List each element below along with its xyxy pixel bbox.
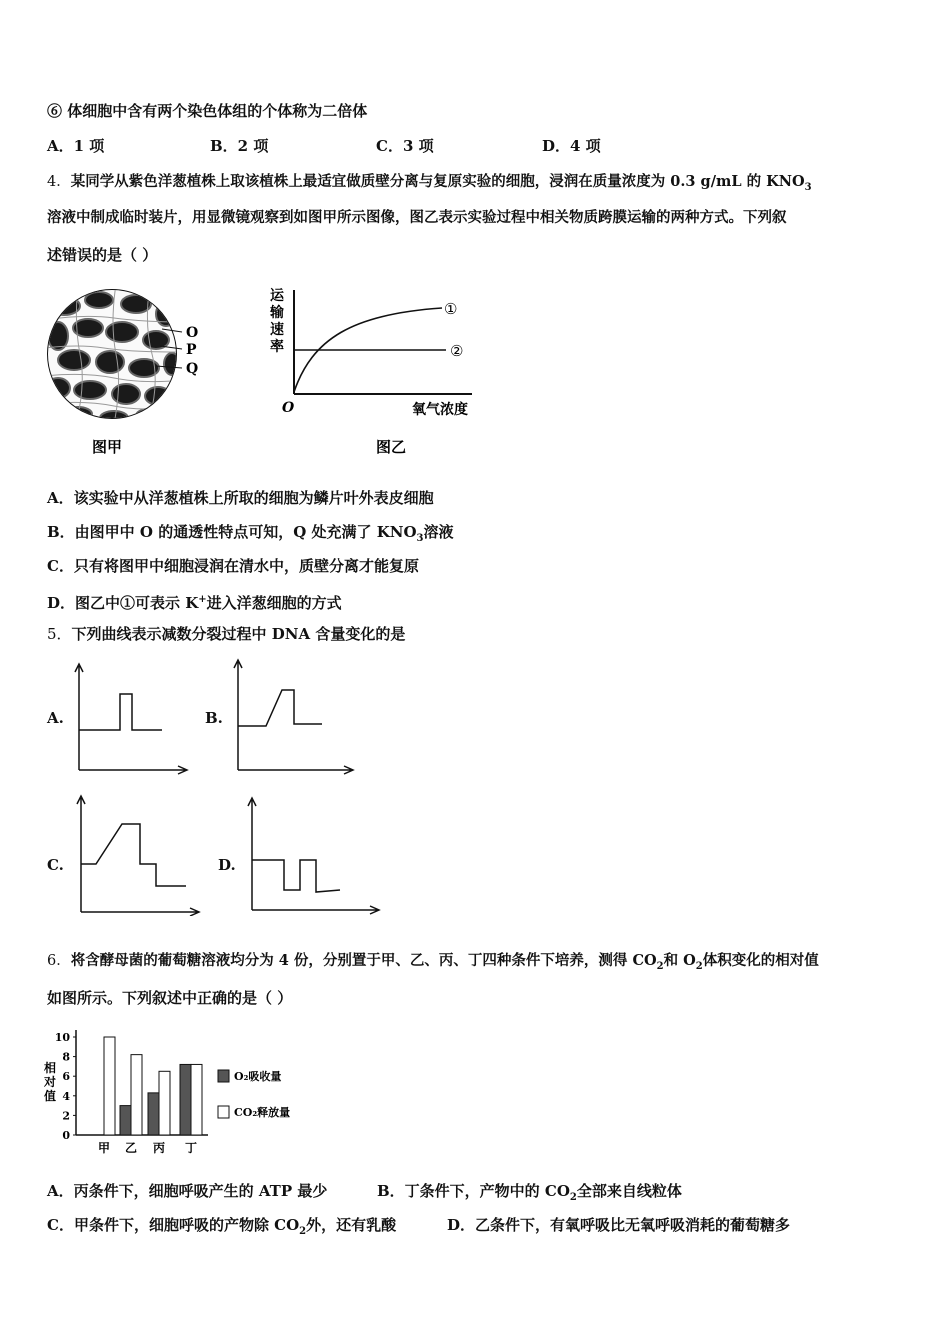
q6-option-b-sub: 2 [569, 1192, 577, 1203]
legend-o2-swatch [218, 1070, 229, 1082]
q5-text: 下列曲线表示减数分裂过程中 DNA 含量变化的是 [71, 625, 406, 643]
graph-c-curve [81, 824, 186, 886]
yi-xlabel: 氧气浓度 [412, 402, 468, 418]
caption-jia: 图甲 [92, 438, 123, 456]
q5-graph-a [74, 660, 194, 776]
x-tick-label: 乙 [124, 1141, 138, 1155]
q4-option-b [47, 522, 454, 549]
bar-co2释放量-1 [104, 1037, 115, 1135]
graph-b-curve [238, 690, 322, 726]
q6-bar-chart [40, 1022, 320, 1158]
graph-d-y-axis [248, 798, 256, 910]
y-tick-label: 2 [62, 1109, 70, 1123]
caption-yi: 图乙 [376, 438, 407, 456]
q6-line1-sub2: 2 [695, 960, 703, 972]
q6-option-a: A．丙条件下，细胞呼吸产生的 ATP 最少 [47, 1182, 328, 1200]
y-tick-label: 0 [62, 1129, 70, 1142]
q5-stem [47, 624, 405, 644]
q6-line1-tail: 体积变化的相对值 [702, 952, 819, 969]
q4-option-d-sup: + [198, 594, 207, 605]
q4-option-b-text: B．由图甲中 O 的通透性特点可知，Q 处充满了 KNO [47, 523, 417, 541]
q4-stem-line1 [47, 172, 812, 198]
q6-option-d: D．乙条件下，有氧呼吸比无氧呼吸消耗的葡萄糖多 [447, 1216, 791, 1234]
q5-label-d: D. [218, 856, 236, 874]
q4-line1-text: 某同学从紫色洋葱植株上取该植株上最适宜做质壁分离与复原实验的细胞，浸润在质量浓度为 0.3 g/mL 的 KNO [70, 173, 805, 190]
q5-label-c: C. [47, 856, 64, 874]
graph-a-y-axis [75, 664, 83, 770]
q6-option-b-tail: 全部来自线粒体 [576, 1182, 682, 1200]
chart-ylabel: 相 对 值 [44, 1061, 57, 1103]
figure-jia [44, 284, 214, 464]
q4-number: 4． [47, 174, 71, 190]
graph-a-curve [79, 694, 162, 730]
label-q: Q [186, 361, 199, 377]
bar-co2释放量-3 [159, 1071, 170, 1135]
q5-graph-d [246, 794, 386, 916]
q5-label-b: B. [205, 709, 223, 727]
y-tick-label: 6 [62, 1070, 70, 1084]
graph-c-x-axis [81, 908, 199, 916]
label-p: P [186, 342, 197, 358]
q4-option-a: A．该实验中从洋葱植株上所取的细胞为鳞片叶外表皮细胞 [47, 489, 434, 507]
q6-option-c-sub: 2 [299, 1226, 307, 1237]
q6-option-b [377, 1181, 682, 1208]
yi-ylabel: 运 输 速 率 [270, 288, 284, 355]
graph-c-y-axis [77, 796, 85, 912]
bar-o2吸收量-4 [180, 1064, 191, 1135]
bar-co2释放量-4 [191, 1064, 202, 1135]
yi-origin: O [282, 400, 295, 416]
legend-o2-label: O₂吸收量 [234, 1070, 282, 1083]
q4-option-c: C．只有将图甲中细胞浸润在清水中，质壁分离才能复原 [47, 557, 419, 575]
q3-option-a: A．1 项 [47, 137, 105, 155]
q5-graph-b [232, 656, 362, 776]
q6-number: 6． [47, 953, 71, 969]
q4-option-d [47, 590, 342, 613]
bar-co2释放量-2 [131, 1055, 142, 1135]
q5-graph-c [76, 792, 206, 916]
graph-a-x-axis [79, 766, 187, 774]
q4-stem-line2: 溶液中制成临时装片，用显微镜观察到如图甲所示图像，图乙表示实验过程中相关物质跨膜运输的两种方式。下列叙 [47, 209, 787, 226]
item-6-statement: ⑥ 体细胞中含有两个染色体组的个体称为二倍体 [47, 102, 368, 120]
graph-b-y-axis [234, 660, 242, 770]
q3-option-d: D．4 项 [542, 137, 601, 155]
curve-1-label: ① [444, 300, 458, 318]
y-tick-label: 10 [54, 1031, 70, 1044]
q6-option-b-text: B．丁条件下，产物中的 CO [377, 1182, 570, 1200]
q5-number: 5． [47, 625, 72, 643]
q3-option-b: B．2 项 [210, 137, 269, 155]
q3-option-c: C．3 项 [376, 137, 434, 155]
q5-label-a: A. [47, 709, 64, 727]
q6-line1-text: 将含酵母菌的葡萄糖溶液均分为 4 份，分别置于甲、乙、丙、丁四种条件下培养，测得 CO [70, 952, 657, 969]
graph-b-x-axis [238, 766, 353, 774]
graph-d-curve [252, 860, 340, 892]
q6-option-c [47, 1215, 396, 1242]
q6-stem-line1 [47, 951, 819, 977]
q4-option-b-tail: 溶液 [423, 523, 454, 541]
q4-option-d-text: D．图乙中①可表示 K [47, 594, 199, 612]
bar-o2吸收量-2 [120, 1106, 131, 1135]
cell-cluster [44, 284, 184, 425]
label-o: O [186, 325, 199, 341]
x-tick-label: 丙 [152, 1141, 166, 1155]
q6-option-c-tail: 外，还有乳酸 [306, 1216, 397, 1234]
x-tick-label: 丁 [184, 1141, 198, 1155]
q6-option-c-text: C．甲条件下，细胞呼吸的产物除 CO [47, 1216, 300, 1234]
curve-2-label: ② [450, 342, 464, 360]
q6-stem-line2: 如图所示。下列叙述中正确的是（ ） [47, 989, 293, 1007]
figure-yi [262, 284, 492, 464]
q4-option-d-tail: 进入洋葱细胞的方式 [206, 594, 342, 612]
legend-co2-swatch [218, 1106, 229, 1118]
q4-line1-sub: 3 [804, 181, 812, 193]
x-tick-label: 甲 [97, 1141, 111, 1155]
legend-co2-label: CO₂释放量 [234, 1106, 291, 1119]
q4-stem-line3: 述错误的是（ ） [47, 246, 158, 264]
y-tick-label: 4 [62, 1089, 70, 1103]
bar-o2吸收量-3 [148, 1093, 159, 1135]
q4-option-b-sub: 3 [416, 533, 424, 544]
q6-line1-sub1: 2 [656, 960, 664, 972]
y-tick-label: 8 [62, 1050, 70, 1064]
graph-d-x-axis [252, 906, 379, 914]
q6-line1-mid: 和 O [663, 952, 696, 969]
